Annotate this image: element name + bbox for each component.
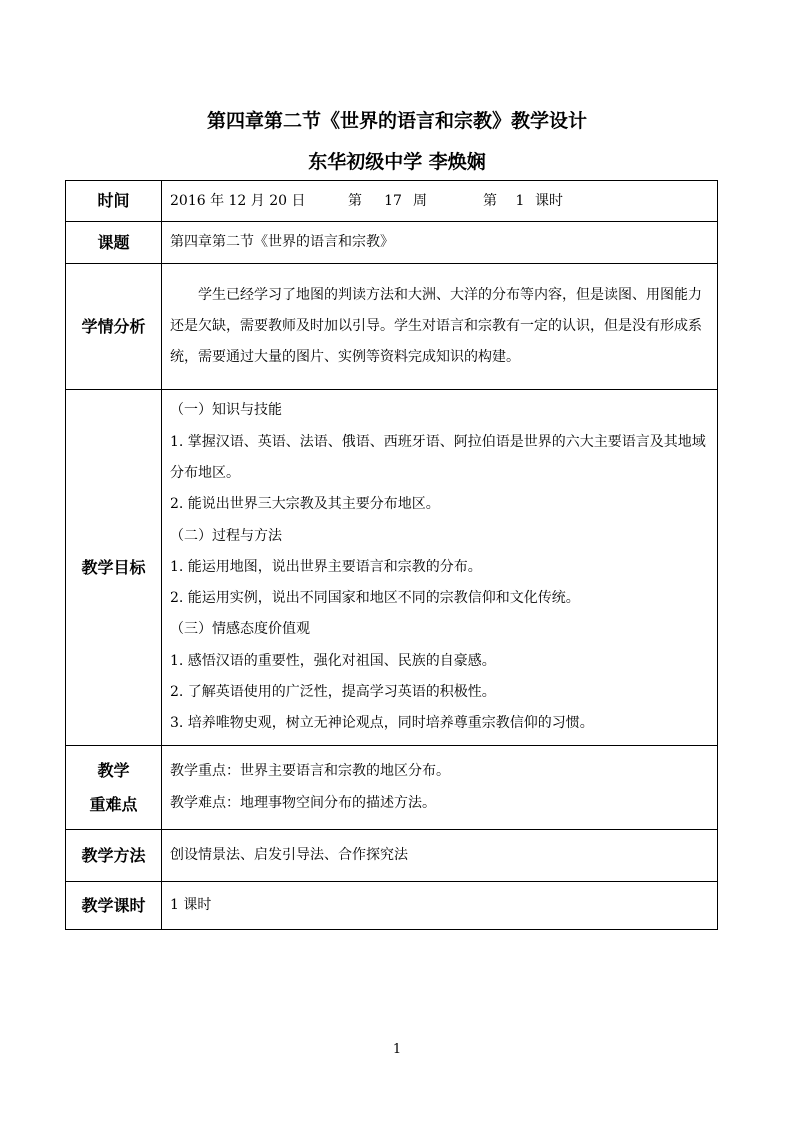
methods-value: 创设情景法、启发引导法、合作探究法 xyxy=(162,830,718,882)
goal-emotion-1: 1. 感悟汉语的重要性，强化对祖国、民族的自豪感。 xyxy=(170,652,496,669)
key-point: 教学重点：世界主要语言和宗教的地区分布。 xyxy=(170,763,450,780)
analysis-cell xyxy=(162,264,718,390)
row-time xyxy=(66,181,718,222)
date-text: 2016 年 12 月 20 日 xyxy=(170,192,306,209)
lesson-plan-table xyxy=(65,180,718,930)
period-prefix: 第 xyxy=(483,192,497,209)
hours-value: 1 课时 xyxy=(162,882,718,930)
week-number: 17 xyxy=(384,192,402,209)
row-key-points xyxy=(66,746,718,830)
goal-heading-knowledge: （一）知识与技能 xyxy=(170,402,282,419)
period-number: 1 xyxy=(515,192,525,209)
label-methods: 教学方法 xyxy=(66,830,162,882)
goals-cell xyxy=(162,390,718,746)
difficult-point: 教学难点：地理事物空间分布的描述方法。 xyxy=(170,794,436,811)
label-analysis: 学情分析 xyxy=(66,264,162,390)
period-suffix: 课时 xyxy=(535,192,563,209)
label-hours: 教学课时 xyxy=(66,882,162,930)
row-hours xyxy=(66,882,718,930)
label-key-points xyxy=(66,746,162,830)
page-number: 1 xyxy=(392,1042,402,1057)
label-topic: 课题 xyxy=(66,222,162,264)
goal-heading-process: （二）过程与方法 xyxy=(170,527,282,544)
label-key-points-line1: 教学 xyxy=(97,760,130,780)
week-suffix: 周 xyxy=(413,192,427,209)
document-title: 第四章第二节《世界的语言和宗教》教学设计 xyxy=(206,110,587,132)
goal-process-1: 1. 能运用地图，说出世界主要语言和宗教的分布。 xyxy=(170,558,482,575)
analysis-text: 学生已经学习了地图的判读方法和大洲、大洋的分布等内容，但是读图、用图能力还是欠缺，需要教师及时加以引导。学生对语言和宗教有一定的认识，但是没有形成系统，需要通过大量的图片、实例等资料完成知识的构建。 xyxy=(170,287,702,365)
key-points-cell xyxy=(162,746,718,830)
goal-emotion-3: 3. 培养唯物史观，树立无神论观点，同时培养尊重宗教信仰的习惯。 xyxy=(170,715,594,732)
week-prefix: 第 xyxy=(348,192,362,209)
author-line: 东华初级中学 李焕娴 xyxy=(308,151,486,173)
time-value xyxy=(162,181,718,222)
row-methods xyxy=(66,830,718,882)
goal-process-2: 2. 能运用实例，说出不同国家和地区不同的宗教信仰和文化传统。 xyxy=(170,590,580,607)
row-topic xyxy=(66,222,718,264)
label-key-points-line2: 重难点 xyxy=(89,794,138,814)
goal-heading-emotion: （三）情感态度价值观 xyxy=(170,621,310,638)
goal-knowledge-2: 2. 能说出世界三大宗教及其主要分布地区。 xyxy=(170,496,440,513)
goal-emotion-2: 2. 了解英语使用的广泛性，提高学习英语的积极性。 xyxy=(170,684,496,701)
row-analysis xyxy=(66,264,718,390)
label-goals: 教学目标 xyxy=(66,390,162,746)
row-goals xyxy=(66,390,718,746)
topic-value: 第四章第二节《世界的语言和宗教》 xyxy=(162,222,718,264)
goal-knowledge-1: 1. 掌握汉语、英语、法语、俄语、西班牙语、阿拉伯语是世界的六大主要语言及其地域分布地区。 xyxy=(170,433,706,481)
label-time: 时间 xyxy=(66,181,162,222)
